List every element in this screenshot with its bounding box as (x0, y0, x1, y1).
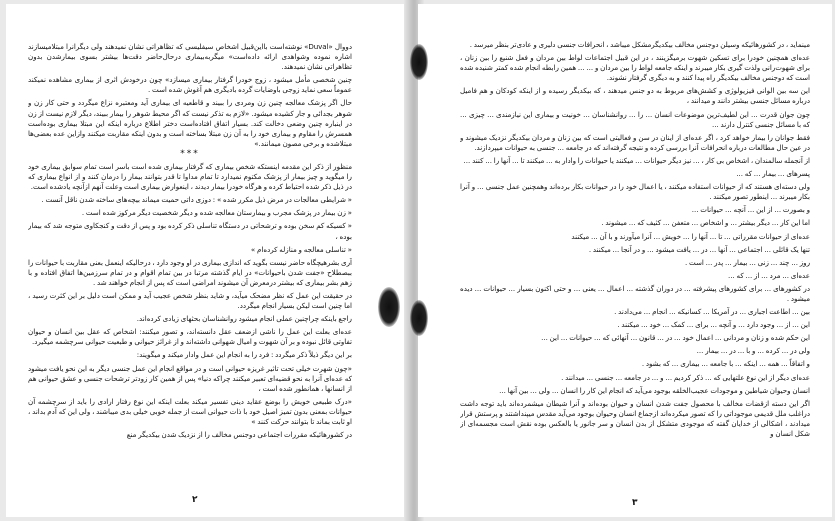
text-paragraph: عده‌ای همچنین خودرا برای تسکین شهوت برمیگزینند ، در این قبیل اجتماعات لواط بین مردان و فعل شنیع را بین زنان ، برای شهوت‌رانی ولذت گیری بکار میبرند و اینکه جامعه لواط را بین مردان و ... ... همین رابطه انجام شده کمتر شنیده شده است که دوجنس مخالف بیکدیگر راه پیدا کنند و به دیگری گرفتار نشوند. (460, 53, 810, 83)
left-page-text (28, 42, 352, 498)
left-page-number: ۲ (192, 495, 198, 505)
text-paragraph: انسان وحیوان شیاطین و موجودات عجیب‌الخلقه بوجود می‌آید که انجام این کار را انسان ... ولی ... بین آنها ... (499, 385, 810, 395)
right-page (418, 4, 832, 517)
text-paragraph: از آنجمله سالمندان ، اشخاص بی کار ، ... نیز دیگر حیوانات ... میکنند یا حیوانات را وادار به ... میکنند تا ... آنها را ... کنند ... (463, 155, 810, 165)
text-paragraph: « شرایطی معالجات در مرض ذیل مکرر شده » : دوزی داتی حمیت میماند بیچه‌های ساخته شدن ناقل آنست . (41, 195, 352, 205)
text-paragraph: عده‌ای بعلت این عمل را ناشی ازضعف عقل دانسته‌اند، و تصور میکنند: اشخاص که عقل بین انسان و حیوان تفاوتی قائل نبوده و بر آن شهوت و امیال شهوانی داشته‌اند و از غرائز حیوانی و طبعیت حیوانی سرچشمه میگیرد. (28, 327, 352, 347)
left-page (6, 4, 404, 517)
scan-blot (410, 44, 428, 80)
text-paragraph: عده‌ای ... مرد ... از ... که ... (728, 270, 810, 280)
text-paragraph: « تناسلی معالجه و منازله کرده‌ام » (250, 244, 352, 254)
text-paragraph: منظور از ذکر این مقدمه اینستکه شخص بیماری که گرفتار بیماری شده است باسر است تمام سوابق بیماری خود را میگوید و چیز بیمار از پزشک مکتوم نمیدارد تا تمام مداوا تا قدر بتوانند بیمار را درمان کنند و از انواع بیماری که در ذیل ذکر شده احتیاط کرده و هرگاه خودرا بیمار دیدند ، اینعوارض بیماری است وعلت آنهم ازآنچه یادشده است. (28, 161, 352, 192)
text-paragraph: این حکم شده و زنان و مردانی ... اعمال خود ... در ... قانون ... آنهائی که ... حیوانات ... این ... (541, 333, 810, 343)
text-paragraph: در حقیقت این عمل که نظر مضحک میآید، و شاید بنظر شخص عجیب آید و ممکن است دلیل بر این کثرت رسید ، اما چنین است لیکن بسیار انجام میگردد. (28, 290, 352, 311)
text-paragraph: در کشورهائیکه مقررات اجتماعی دوجنس مخالف را از نزدیک شدن بیکدیگر منع (126, 430, 352, 440)
text-paragraph: بر این دیگر ذیلاً ذکر میگردد : فرد را به انجام این عمل وادار میکند و میگویند: (136, 350, 352, 360)
text-paragraph: ولی در ... کرده ... و با ... در ... بیمار ... (696, 346, 810, 356)
text-paragraph: فقط جوانان را بیمار خواهد کرد ، اگر عده‌ای از اینان در سن و فعالیتی است که بین زنان و مردان بیکدیگر نزدیک میشوند و در عین حال مطالعات درباره انحرافات آنرا بررسی کرده و نتیجه گرفته‌اند که در جامعه ... جنسی به حیوانات میپردازند. (460, 132, 810, 152)
text-paragraph: مینماید ، در کشورهائیکه وسیلن دوجنس مخالف بیکدیگرمشکل میباشد ، انحرافات جنسی دلیری و عادی‌تر بنظر میرسد . (469, 40, 810, 49)
text-paragraph: « کسیکه کم سخن بوده و ترشحاتی در دستگاه تناسلی ذکر کرده بود و پس از دقت و کنجکاوی متوجه شد که بیمار بوده ، (28, 221, 352, 241)
text-paragraph: عده‌ای دیگر از این نوع علتهایی که ... ذکر کردیم ... و ... در جامعه ... جنسی ... میدانند . (561, 372, 810, 382)
text-paragraph: بین ... اطاعت اجباری ... در آمریکا ... کسانیکه ... انجام ... می‌دادند . (614, 307, 810, 317)
text-paragraph: «درک طبیعی خویش را بوضع عقاید دینی تفسیر میکند بعلت اینکه این نوع رفتار ارادی را باید از سرچشمه آن حیوانات بمعنی بدون تمیز اصیل خود با ذات حیوانی است از جمله خوبی خیلی بدی میباشند ، ولی این که آدم بداند ، او ثابت بماند تا بتوانند حرکت کنند » (28, 396, 352, 426)
text-paragraph: عده‌ای از حیوانات مقرراتی ... تا ... آنها را ... خویش ... آنرا میآورند و با آن ... میکنند (571, 231, 810, 241)
text-paragraph: پسرهای ... بیمار ... که ... (736, 169, 810, 179)
text-paragraph: دووال «Duval» نوشته‌است بااین‌قبیل اشخاص سیفلیسی که تظاهراتی نشان نمیدهند ولی دیگرانرا مبتلامیسازند اشاره نموده وشواهدی ارائه داده‌است» میگربه‌بیماری درحال‌حاضر دقت‌ها بیشتر بسوی بیمارشدن بدون تظاهراتی نشان نمیدهند. (28, 42, 352, 72)
text-paragraph: ولی دسته‌ای هستند که از حیوانات استفاده میکنند ، یا اعمال خود را در حیوانات بکار برده‌اند وهمچنین عمل جنسی ... و آنرا بکار میبرند ... اینطور تصور میکنند . (460, 182, 810, 202)
text-paragraph: «چون شهرت خیلی تحت تاثیر غریزه حیوانی است و در مواقع انجام این عمل جنسی دیگر به این نحو یافت میشود که عده‌ای آنرا به نحو قضیه‌ای تعبیر میکنند چراکه دنیا» پس از همین کار زودتر ترشحات جنسی و عشق حیوانی هم از انسانها ، همانطور شده است ، (28, 363, 352, 393)
right-page-number: ۳ (632, 498, 638, 508)
text-paragraph: در کشورهای ... برای کشورهای پیشرفته ... در دوران گذشته ... اعمال ... یعنی ... و حتی اکنون بسیار ... حیوانات ... دیده میشود . (460, 283, 810, 303)
scan-blot (410, 300, 428, 336)
text-paragraph: و اتفاقاً ... همه ... اینکه ... با جامعه ... بیماری ... که بشود . (641, 359, 810, 369)
section-separator: *** (180, 148, 200, 159)
text-paragraph: چون جوان قدرت ... این لطیف‌ترین موضوعات انسان ... را ... روانشناسان ... خونیت و بیماری این نیازمندی ... چیزی ... که با مسائل جنسی کنترل دارند ... (460, 109, 810, 129)
text-paragraph: این ... از ... وجود دارد ... و آنچه ... برای ... کمک ... خود ... میکنند . (617, 320, 810, 330)
text-paragraph: چنین شخصی مأمل میشود ، زوج خودرا گرفتار بیماری میسازد» چون درخودش اثری از بیماری مشاهده نمیکند عموماً سعی نماید زوجی باوضایات گرده بادیگری هم آغوش شده است . (28, 75, 352, 95)
text-paragraph: آری بشرهیچگاه حاضر نیست بگوید که اندازی بیماری در او وجود دارد ، درحالیکه اینعمل بعنی مقاربت با حیوانات را ببصطلاح «جفت شدن باحیوانات» در ایام گذشته مرتبا در بین تمام اقوام و در تمام سرزمین‌ها اتفاق افتاده و با زهم بشر بیماری که بیشتر درمعرض آن میشوند امراضی است که پس از انجام خواهند شد . (28, 257, 352, 287)
text-paragraph: تنها یک قائلی ... اجتماعی ... آنها ... در ... یافت میشود ... و در آنجا ... میکنند . (588, 244, 810, 254)
scan-blot (378, 287, 400, 327)
text-paragraph: این سه بین‌ الوانی فیزیولوژی و کشش‌های مربوط به دو جنس میدهند ، که بیکدیگر رسیده و از اینکه کودکان و هم فامیل درباره مسائل جنسی بیشتر دانند و میدانند ، (460, 86, 810, 106)
text-paragraph: حال اگر پزشک معالجه‌ چنین زن ومردی را ببیند و قاطعیه ای بیماری آید ومعتبره نزاع میگردد و حتی کار زن و شوهر بجدائی و جار کشیده میشود. «لازم به تذکر نیست که اگر محیط شوهر را بیمار ببیند، دیگر لازم نیست از زن در اینباره چنین وضعی دخالت کند. بسیار اتفاق افتاده‌است دختر اطلاع درباره اینکه این مبتلا بیماری بوده‌است همسرش را مقاوم و بیماری خود را به آن زن مبتلا بساخته است و بدون اینکه مقاربت میکنند وازاین عده بعضی‌ها مبتلاشده و برخی مصون میمانند.» (28, 98, 352, 148)
text-paragraph: « زن بیمار در پزشک مجرب و بیمارستان معالجه شده و دیگر شخصیت دیگر مرکوز شده است . (81, 208, 352, 218)
text-paragraph: اگر این دسته ازقضات مخالف با محصول جفت شدن انسان و حیوان بوده‌اند و آنرا شیطان میشمرده‌اند باید توجه داشت دراغلب ملل قدیمی موجوداتی را که تصور میکرده‌اند ازجماع انسان وحیوان بوجود می‌آید مقدس میپنداشتند و پرستش قرار میدادند ، اشکالی از خدایان گفته که موجودی متشکل از بدن انسان و سر جانور یا بالعکس بوده نقش است مجسمه‌ای از شکل انسان و (460, 398, 810, 438)
right-page-text (460, 40, 810, 498)
text-paragraph: اما این کار ... دیگر بیشتر ... و اشخاص ... متعفن ... کثیف که ... میشوند . (601, 218, 810, 228)
text-paragraph: راجع باینکه چراچنین عملی انجام میشود روانشناسان بحثهای زیادی کرده‌اند. (136, 314, 352, 324)
text-paragraph: روز ... چند ... زنی ... بیمار ... پدر ... است . (684, 257, 810, 267)
text-paragraph: و بصورت ... از این ... آنچه ... حیوانات ... (691, 205, 810, 215)
